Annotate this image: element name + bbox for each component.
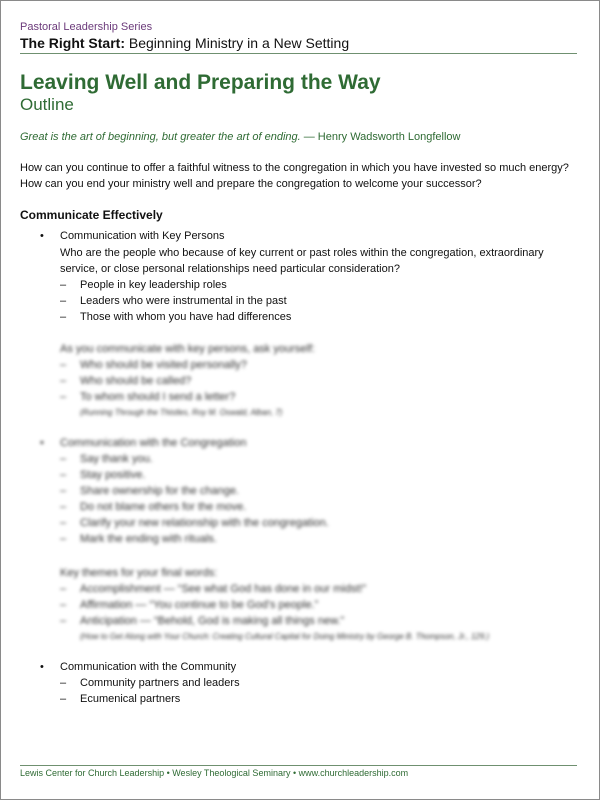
- intro-paragraph: [20, 160, 580, 192]
- ask-intro: As you communicate with key persons, ask yourself:: [60, 343, 315, 355]
- dash-icon: –: [60, 615, 67, 627]
- page-subtitle: Outline: [20, 95, 74, 114]
- dash-icon: –: [60, 469, 67, 481]
- dash-icon: –: [60, 295, 67, 307]
- list-item-text: Mark the ending with rituals.: [80, 533, 217, 545]
- dash-icon: –: [60, 453, 67, 465]
- dash-icon: –: [60, 279, 67, 291]
- citation: (How to Get Along with Your Church: Creating Cultural Capital for Doing Ministry by George B. Thompson, Jr., 129.): [80, 632, 490, 641]
- list-item-text: Clarify your new relationship with the congregation.: [80, 517, 329, 529]
- page-title: Leaving Well and Preparing the Way: [20, 71, 381, 94]
- footer-divider: [20, 765, 577, 766]
- course-title-rest: Beginning Ministry in a New Setting: [125, 35, 350, 51]
- list-item-text: Share ownership for the change.: [80, 485, 239, 497]
- dash-icon: –: [60, 533, 67, 545]
- question-line: Who are the people who because of key current or past roles within the congregation, extraordinary: [60, 247, 544, 259]
- series-label: Pastoral Leadership Series: [20, 21, 153, 33]
- list-item-text: Anticipation — “Behold, God is making all things new.”: [80, 615, 345, 627]
- epigraph: [20, 131, 460, 143]
- bullet-icon: •: [40, 661, 44, 673]
- header-divider: [20, 53, 577, 54]
- dash-icon: –: [60, 311, 67, 323]
- list-item-text: Stay positive.: [80, 469, 146, 481]
- bullet-icon: •: [40, 230, 44, 242]
- epigraph-text: Great is the art of beginning, but greater the art of ending.: [20, 131, 301, 143]
- question-line: service, or close personal relationships need particular consideration?: [60, 263, 400, 275]
- list-item-text: Who should be called?: [80, 375, 192, 387]
- list-item-text: Those with whom you have had differences: [80, 311, 292, 323]
- list-item-text: Community partners and leaders: [80, 677, 240, 689]
- dash-icon: –: [60, 583, 67, 595]
- course-title: [20, 35, 349, 51]
- intro-line: How can you continue to offer a faithful witness to the congregation in which you have invested so much energy?: [20, 162, 569, 174]
- bullet-label: Communication with Key Persons: [60, 230, 225, 242]
- bullet-label: Communication with the Community: [60, 661, 237, 673]
- list-item-text: Affirmation — “You continue to be God’s people.”: [80, 599, 319, 611]
- list-item-text: Do not blame others for the move.: [80, 501, 247, 513]
- section-heading: Communicate Effectively: [20, 208, 163, 222]
- dash-icon: –: [60, 599, 67, 611]
- themes-intro: Key themes for your final words:: [60, 567, 218, 579]
- dash-icon: –: [60, 693, 67, 705]
- footer-text: Lewis Center for Church Leadership • Wesley Theological Seminary • www.churchleadership.com: [20, 768, 409, 778]
- dash-icon: –: [60, 501, 67, 513]
- list-item-text: People in key leadership roles: [80, 279, 227, 291]
- course-title-bold: The Right Start:: [20, 35, 125, 51]
- list-item-text: Accomplishment — “See what God has done in our midst!”: [80, 583, 367, 595]
- intro-line: How can you end your ministry well and prepare the congregation to welcome your successor?: [20, 178, 482, 190]
- key-persons-question: [60, 245, 580, 277]
- epigraph-attribution: — Henry Wadsworth Longfellow: [300, 131, 461, 143]
- dash-icon: –: [60, 391, 67, 403]
- dash-icon: –: [60, 677, 67, 689]
- list-item-text: Say thank you.: [80, 453, 153, 465]
- citation: (Running Through the Thistles, Roy M. Oswald, Alban, 7): [80, 408, 283, 417]
- list-item-text: Ecumenical partners: [80, 693, 181, 705]
- dash-icon: –: [60, 359, 67, 371]
- dash-icon: –: [60, 485, 67, 497]
- bullet-icon: •: [40, 437, 44, 449]
- dash-icon: –: [60, 375, 67, 387]
- list-item-text: Leaders who were instrumental in the past: [80, 295, 287, 307]
- list-item-text: Who should be visited personally?: [80, 359, 247, 371]
- list-item-text: To whom should I send a letter?: [80, 391, 236, 403]
- dash-icon: –: [60, 517, 67, 529]
- bullet-label: Communication with the Congregation: [60, 437, 247, 449]
